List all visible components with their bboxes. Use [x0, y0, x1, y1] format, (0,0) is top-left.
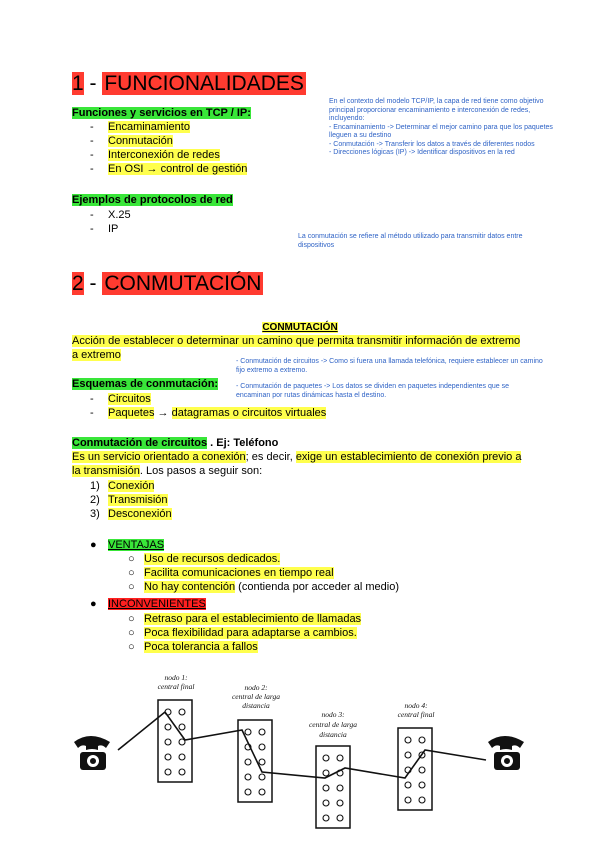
circuit-heading-text: Conmutación de circuitos — [72, 437, 208, 449]
switch-hole — [165, 754, 171, 760]
node4-label — [398, 701, 435, 719]
definition-line: a extremo — [72, 349, 121, 361]
section2-title — [72, 272, 263, 296]
definition-line: Acción de establecer o determinar un camino que permita transmitir información de extremo — [72, 335, 521, 347]
list-item: - IP — [90, 223, 119, 235]
list-item — [90, 507, 172, 521]
list-item: - Interconexión de redes — [90, 149, 220, 161]
node-label-line: distancia — [319, 730, 347, 739]
switch-panel-node3 — [316, 746, 350, 828]
list-item: - Encaminamiento — [90, 121, 190, 133]
arrow-icon: → — [157, 407, 169, 419]
switch-hole — [337, 785, 343, 791]
list-item: - Conmutación — [90, 135, 173, 147]
switch-hole — [165, 769, 171, 775]
note-line: fijo extremo a extremo. — [236, 366, 308, 374]
node-label-line: central final — [397, 710, 435, 719]
node-label-line: nodo 2: — [244, 683, 268, 692]
section2-number: 2 — [72, 272, 84, 295]
switch-hole — [179, 769, 185, 775]
schemes-list — [90, 392, 326, 420]
switch-hole — [323, 770, 329, 776]
list-item — [128, 580, 399, 594]
examples-list — [90, 208, 131, 236]
schemes-heading-text: Esquemas de conmutación: — [72, 378, 219, 390]
switch-hole — [419, 797, 425, 803]
circuit-desc-part: la transmisión — [72, 465, 140, 477]
section1-title-text: FUNCIONALIDADES — [104, 72, 304, 95]
list-item: - Paquetes → datagramas o circuitos virtuales — [90, 407, 327, 419]
node-label-line: central final — [157, 682, 195, 691]
schemes-heading — [72, 377, 218, 391]
disadvantages-heading-text: INCONVENIENTES — [108, 598, 206, 610]
switch-panel-node4 — [398, 728, 432, 810]
note-line: dispositivos — [298, 241, 335, 249]
circuit-desc-part: . Los pasos a seguir son: — [139, 465, 263, 477]
note-line: incluyendo: — [329, 115, 365, 122]
list-item: - En OSI → control de gestión — [90, 163, 248, 175]
switch-hole — [337, 800, 343, 806]
steps-list — [90, 479, 172, 521]
note-line: encaminan por rutas dinámicas hasta el destino. — [236, 391, 387, 399]
list-item — [128, 566, 399, 580]
step-number: 3) — [90, 508, 100, 520]
circuit-desc-part: exige un establecimiento de conexión previo a — [295, 451, 522, 463]
circuit-desc-part: ; es decir, — [245, 451, 296, 463]
node-label-line: distancia — [242, 701, 270, 710]
list-item — [128, 612, 361, 626]
list-item — [90, 479, 172, 493]
list-item — [128, 552, 399, 566]
circuit-desc-part: Es un servicio orientado a conexión — [72, 451, 246, 463]
note-circuitos — [236, 358, 591, 375]
disadvantage-item: Retraso para el establecimiento de llamadas — [144, 613, 362, 625]
examples-heading — [72, 193, 233, 207]
note-line: - Direcciones lógicas (IP) -> Identificar dispositivos en la red — [329, 149, 515, 156]
switch-hole — [323, 755, 329, 761]
function-item: Conmutación — [108, 135, 173, 147]
note-conmutacion — [298, 233, 578, 250]
switch-hole — [405, 752, 411, 758]
switch-hole — [245, 759, 251, 765]
switch-hole — [337, 755, 343, 761]
circuit-switching-diagram — [0, 668, 600, 838]
scheme-item: Circuitos — [108, 393, 151, 405]
switch-hole — [245, 774, 251, 780]
node-label-line: nodo 3: — [321, 710, 345, 719]
advantage-item: Uso de recursos dedicados. — [144, 553, 281, 565]
circuit-description — [72, 450, 521, 478]
switch-hole — [165, 739, 171, 745]
functions-list — [90, 120, 247, 176]
telephone-icon — [74, 736, 110, 770]
list-item — [128, 640, 361, 654]
list-item: - Circuitos — [90, 393, 151, 405]
disadvantages-heading — [90, 597, 206, 611]
example-item: X.25 — [108, 209, 131, 221]
note-line: En el contexto del modelo TCP/IP, la capa de red tiene como objetivo — [329, 98, 544, 105]
examples-heading-text: Ejemplos de protocolos de red — [72, 194, 233, 206]
advantage-item-detail: (contienda por acceder al medio) — [235, 581, 399, 593]
switch-hole — [245, 729, 251, 735]
switch-hole — [405, 782, 411, 788]
note-line: - Conmutación de paquetes -> Los datos se dividen en paquetes independientes que se — [236, 383, 509, 390]
switch-hole — [245, 789, 251, 795]
circle-bullet-icon: ○ — [128, 641, 135, 653]
list-item — [128, 626, 361, 640]
scheme-item: Paquetes — [108, 407, 155, 419]
note-line: - Encaminamiento -> Determinar el mejor camino para que los paquetes — [329, 123, 553, 131]
circle-bullet-icon: ○ — [128, 567, 135, 579]
function-item: Interconexión de redes — [108, 149, 220, 161]
note-tcpip — [329, 98, 589, 158]
section1-title — [72, 72, 306, 96]
function-item: Encaminamiento — [108, 121, 190, 133]
step-number: 1) — [90, 480, 100, 492]
switch-hole — [179, 709, 185, 715]
bullet-icon: ● — [90, 598, 97, 610]
circle-bullet-icon: ○ — [128, 581, 135, 593]
switch-hole — [179, 724, 185, 730]
note-line: La conmutación se refiere al método utilizado para transmitir datos entre — [298, 233, 523, 240]
circle-bullet-icon: ○ — [128, 613, 135, 625]
telephone-icon — [488, 736, 524, 770]
note-line: lleguen a su destino — [329, 132, 392, 139]
switch-hole — [405, 797, 411, 803]
node3-label — [309, 710, 357, 739]
section2-separator: - — [83, 272, 103, 295]
switch-hole — [419, 767, 425, 773]
osi-prefix: En OSI — [108, 163, 144, 175]
disadvantages-list — [128, 612, 361, 654]
step-label: Conexión — [108, 480, 155, 492]
list-item: - X.25 — [90, 209, 131, 221]
switch-hole — [323, 800, 329, 806]
advantage-item: No hay contención — [144, 581, 236, 593]
switch-hole — [259, 774, 265, 780]
functions-heading-text: Funciones y servicios en TCP / IP: — [72, 107, 251, 119]
switch-hole — [405, 737, 411, 743]
node2-label — [232, 683, 280, 710]
switch-hole — [337, 815, 343, 821]
example-item: IP — [108, 223, 119, 235]
note-line: - Conmutación -> Transferir los datos a través de diferentes nodos — [329, 140, 535, 148]
switch-hole — [259, 729, 265, 735]
node-label-line: nodo 1: — [164, 673, 188, 682]
section2-title-text: CONMUTACIÓN — [104, 272, 262, 295]
disadvantage-item: Poca flexibilidad para adaptarse a cambios. — [144, 627, 357, 639]
circle-bullet-icon: ○ — [128, 627, 135, 639]
advantages-heading — [90, 538, 164, 552]
step-label: Desconexión — [108, 508, 172, 520]
note-line: principal proporcionar encaminamiento e interconexión de redes, — [329, 106, 531, 114]
arrow-icon: → — [146, 163, 158, 175]
node1-label — [158, 673, 195, 691]
functions-heading — [72, 106, 251, 120]
osi-suffix: control de gestión — [157, 163, 248, 175]
bullet-icon: ● — [90, 539, 97, 551]
disadvantage-item: Poca tolerancia a fallos — [144, 641, 258, 653]
section1-number: 1 — [72, 72, 84, 95]
osi-item — [108, 163, 247, 175]
list-item — [90, 493, 172, 507]
switch-hole — [419, 737, 425, 743]
node-label-line: central de larga — [231, 692, 281, 701]
switch-hole — [419, 782, 425, 788]
switch-hole — [179, 754, 185, 760]
advantages-heading-text: VENTAJAS — [108, 539, 165, 551]
step-number: 2) — [90, 494, 100, 506]
step-label: Transmisión — [108, 494, 168, 506]
circle-bullet-icon: ○ — [128, 553, 135, 565]
advantages-list — [128, 552, 399, 594]
section2-subtitle — [0, 320, 600, 335]
section2-subtitle-text: CONMUTACIÓN — [262, 322, 338, 333]
switch-hole — [259, 759, 265, 765]
switch-hole — [165, 724, 171, 730]
switch-hole — [323, 785, 329, 791]
switch-holes — [165, 709, 425, 821]
node-label-line: nodo 4: — [404, 701, 428, 710]
section1-separator: - — [83, 72, 103, 95]
switch-hole — [259, 789, 265, 795]
switch-panel-node1 — [158, 700, 192, 782]
switch-hole — [259, 744, 265, 750]
node-label-line: central de larga — [308, 720, 358, 729]
advantage-item: Facilita comunicaciones en tiempo real — [144, 567, 334, 579]
note-line: - Conmutación de circuitos -> Como si fuera una llamada telefónica, requiere establecer un camino — [236, 358, 543, 365]
switch-hole — [323, 815, 329, 821]
circuit-heading-suffix: . Ej: Teléfono — [207, 437, 279, 449]
scheme-detail: datagramas o circuitos virtuales — [171, 407, 327, 419]
circuit-heading — [72, 436, 278, 450]
